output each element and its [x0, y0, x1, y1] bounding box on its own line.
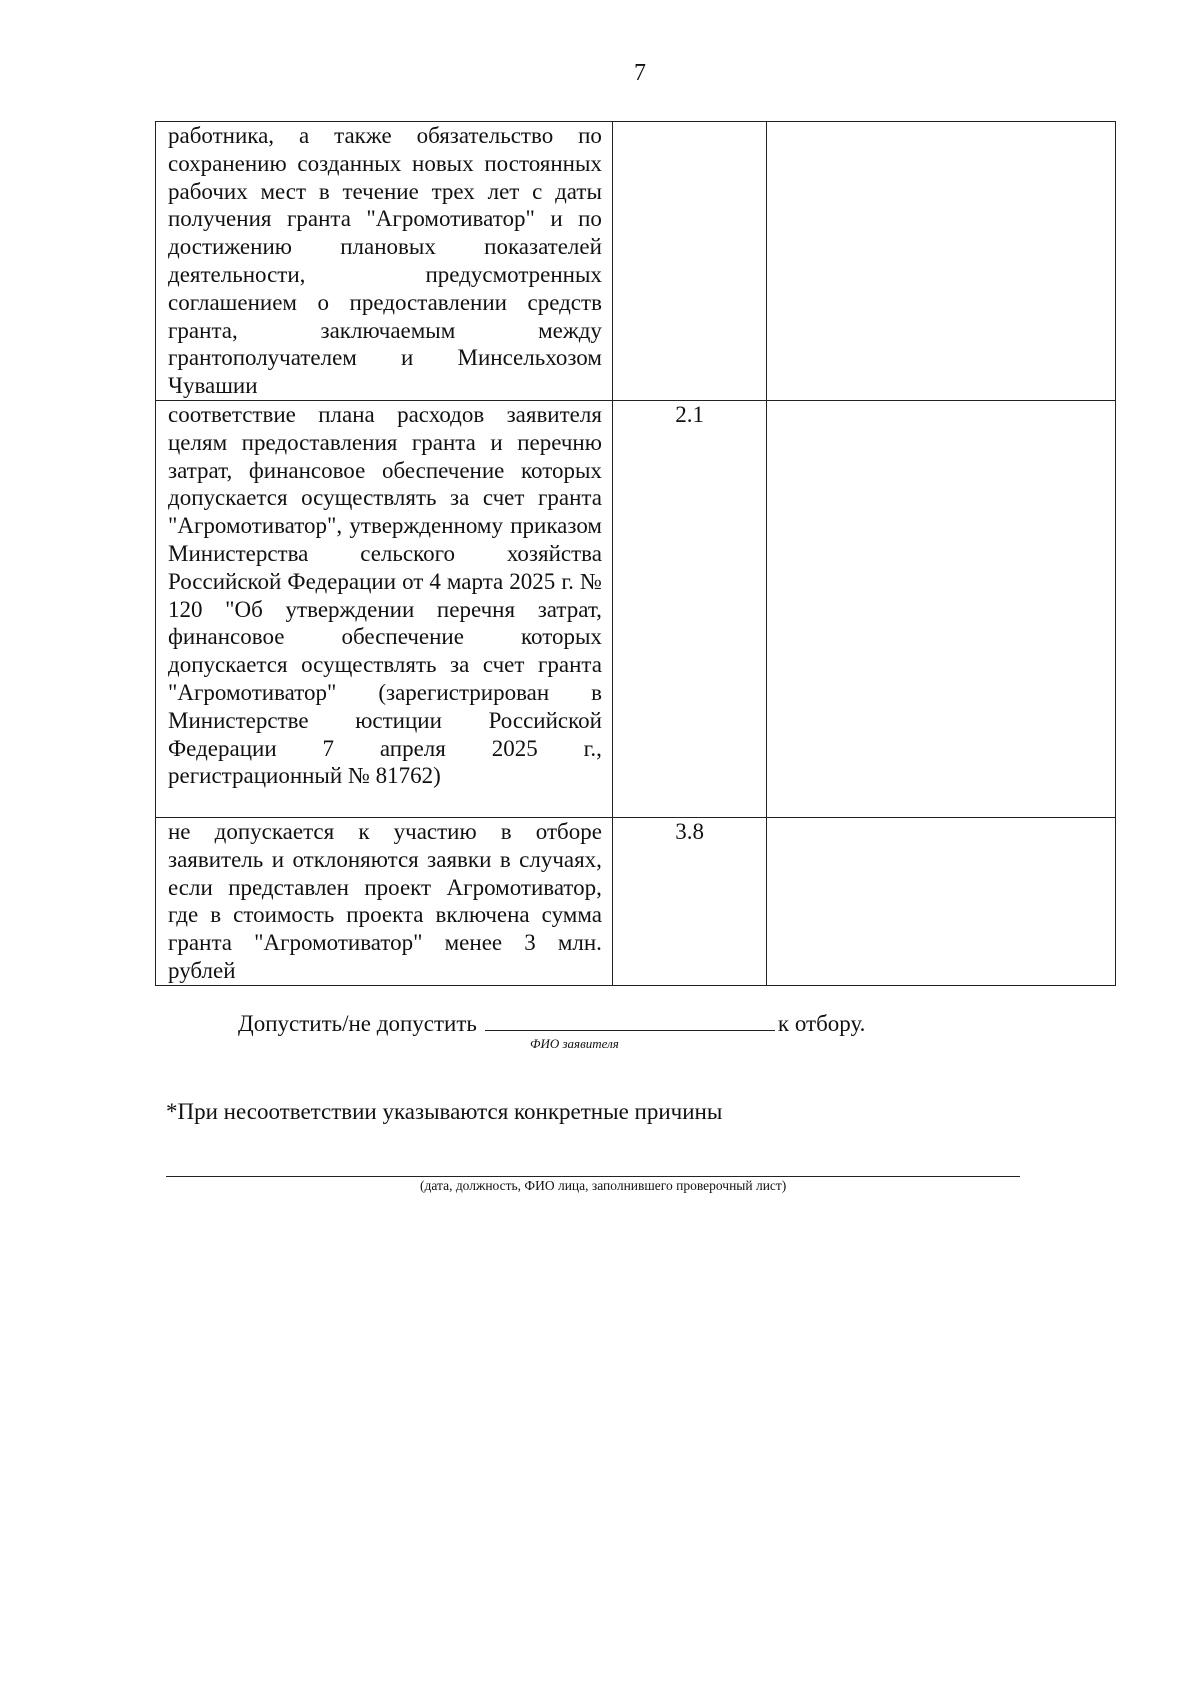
criterion-cell: [156, 401, 613, 818]
decision-suffix: к отбору.: [777, 1011, 866, 1036]
point-cell: [612, 122, 766, 401]
criterion-text: работника, а также обязательство по сохранению созданных новых постоянных рабочих мест в течение трех лет с даты получения гранта "Агромотиватор" и по достижению плановых показателей деятельности, предусмотренных соглашением о предоставлении средств гранта, заключаемым между грантополучателем и Минсельхозом Чувашии: [168, 123, 602, 399]
decision-line: [238, 1010, 865, 1037]
note-cell: [767, 818, 1116, 986]
applicant-name-field[interactable]: [485, 1010, 775, 1031]
criterion-cell: [156, 122, 613, 401]
point-number: 3.8: [675, 819, 704, 844]
criterion-cell: [156, 818, 613, 986]
criterion-text: не допускается к участию в отборе заявитель и отклоняются заявки в случаях, если представлен проект Агромотиватор, где в стоимость проекта включена сумма гранта "Агромотиватор" менее 3 млн. рублей: [168, 819, 602, 983]
table-row: [156, 122, 1116, 401]
page-number: 7: [634, 60, 646, 86]
criterion-text: соответствие плана расходов заявителя целям предоставления гранта и перечню затрат, финансовое обеспечение которых допускается осуществлять за счет гранта "Агромотиватор", утвержденному приказом Министерства сельского хозяйства Российской Федерации от 4 марта 2025 г. № 120 "Об утверждении перечня затрат, финансовое обеспечение которых допускается осуществлять за счет гранта "Агромотиватор" (зарегистрирован в Министерстве юстиции Российской Федерации 7 апреля 2025 г., регистрационный № 81762): [168, 402, 602, 789]
signature-caption: (дата, должность, ФИО лица, заполнившего проверочный лист): [420, 1178, 787, 1193]
note-cell: [767, 401, 1116, 818]
checklist-table: [155, 121, 1116, 986]
point-number: 2.1: [675, 402, 704, 427]
point-cell: [612, 401, 766, 818]
table-row: [156, 401, 1116, 818]
applicant-name-caption: ФИО заявителя: [530, 1036, 619, 1051]
table-row: [156, 818, 1116, 986]
point-cell: [612, 818, 766, 986]
signature-line[interactable]: [166, 1176, 1020, 1177]
footnote: *При несоответствии указываются конкретные причины: [166, 1099, 723, 1124]
note-cell: [767, 122, 1116, 401]
decision-prefix: Допустить/не допустить: [238, 1011, 477, 1036]
